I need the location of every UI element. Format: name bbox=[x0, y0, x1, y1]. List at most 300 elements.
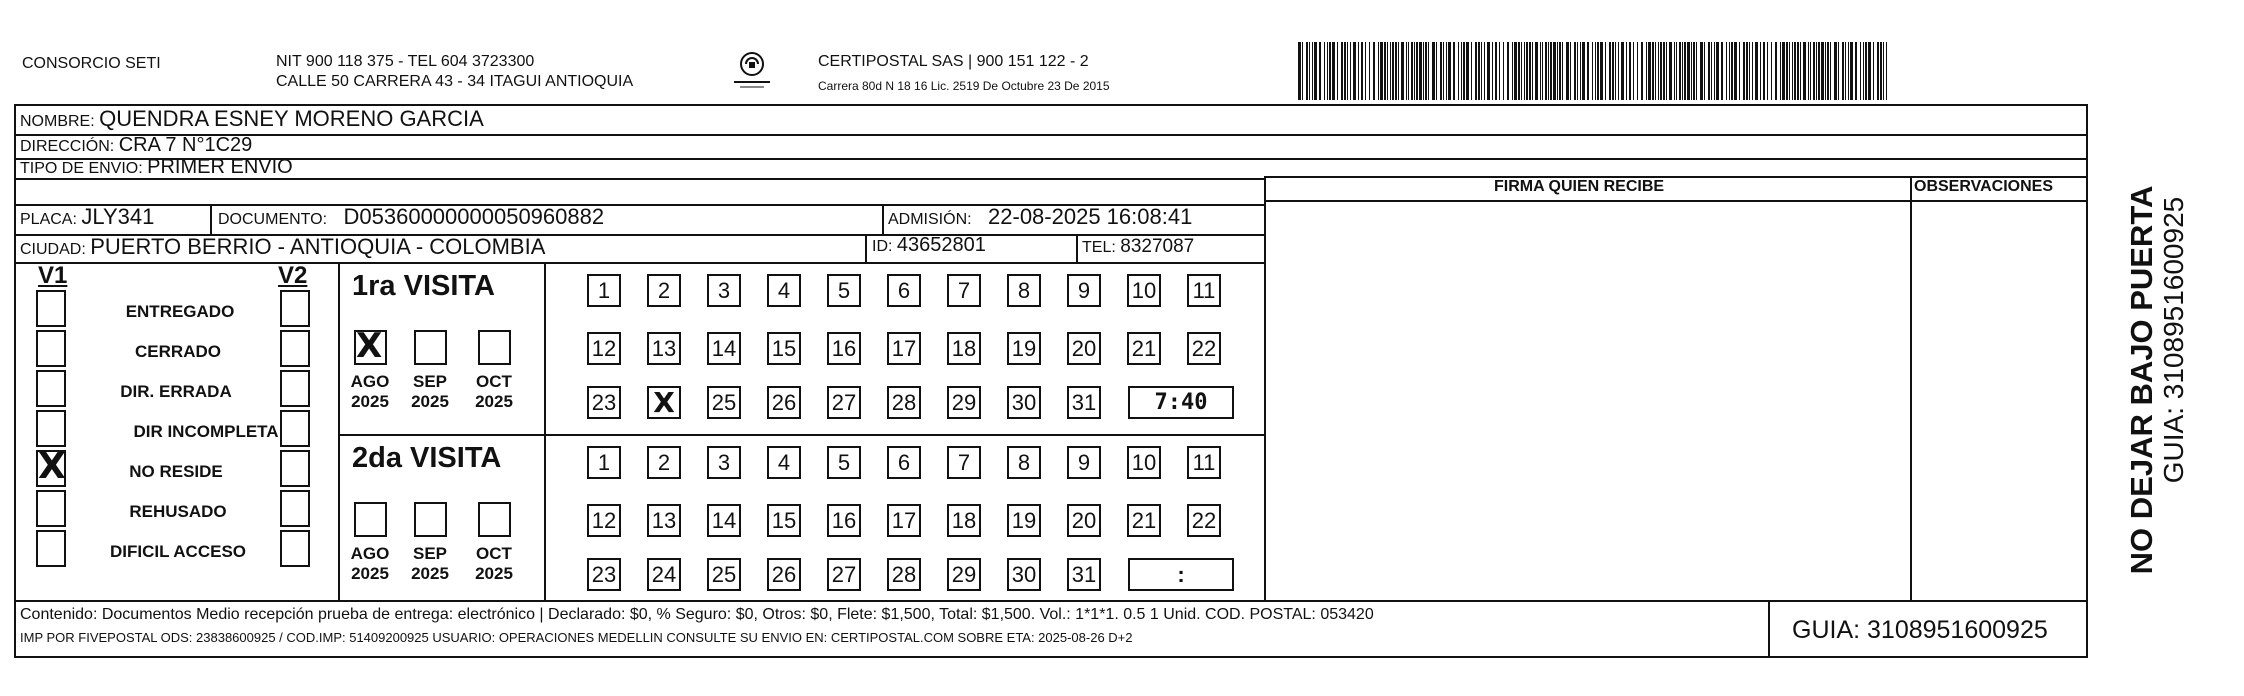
day-box[interactable]: 29 bbox=[947, 558, 981, 591]
barcode-bar bbox=[1666, 42, 1667, 100]
barcode-bar bbox=[1461, 42, 1462, 100]
day-box[interactable]: 1 bbox=[587, 274, 621, 307]
day-box[interactable]: 10 bbox=[1127, 446, 1161, 479]
month-checkbox[interactable] bbox=[478, 502, 511, 537]
barcode-bar bbox=[1687, 42, 1690, 100]
barcode-bar bbox=[1481, 42, 1482, 100]
barcode-bar bbox=[1557, 42, 1558, 100]
day-box[interactable]: 2 bbox=[647, 274, 681, 307]
barcode-bar bbox=[1566, 42, 1569, 100]
admision-row bbox=[888, 204, 1192, 230]
nombre-value: QUENDRA ESNEY MORENO GARCIA bbox=[99, 106, 484, 131]
barcode-bar bbox=[1743, 42, 1745, 100]
day-box[interactable]: 13 bbox=[647, 332, 681, 365]
barcode-bar bbox=[1524, 42, 1525, 100]
barcode-bar bbox=[1587, 42, 1589, 100]
v1-checkbox[interactable] bbox=[36, 330, 66, 367]
barcode-bar bbox=[1693, 42, 1695, 100]
barcode-bar bbox=[1721, 42, 1723, 100]
barcode-bar bbox=[1818, 42, 1820, 100]
barcode-bar bbox=[1582, 42, 1585, 100]
barcode-bar bbox=[1443, 42, 1444, 100]
direccion-row bbox=[20, 134, 252, 157]
day-box[interactable]: 2 bbox=[647, 446, 681, 479]
barcode-bar bbox=[1406, 42, 1407, 100]
day-box[interactable]: 25 bbox=[707, 386, 741, 419]
day-box[interactable]: 6 bbox=[887, 274, 921, 307]
barcode-bar bbox=[1471, 42, 1472, 100]
barcode-bar bbox=[1535, 42, 1538, 100]
placa-value: JLY341 bbox=[81, 204, 155, 229]
v1-checkbox[interactable] bbox=[36, 290, 66, 327]
barcode-bar bbox=[1518, 42, 1520, 100]
barcode-bar bbox=[1739, 42, 1740, 100]
barcode-bar bbox=[1794, 42, 1796, 100]
barcode-bar bbox=[1755, 42, 1758, 100]
barcode-bar bbox=[1570, 42, 1571, 100]
month-checkbox[interactable] bbox=[478, 330, 511, 365]
barcode-bar bbox=[1347, 42, 1348, 100]
barcode-bar bbox=[1734, 42, 1737, 100]
barcode-bar bbox=[1416, 42, 1418, 100]
v2-checkbox[interactable] bbox=[280, 450, 310, 487]
month-check-mark: X bbox=[356, 326, 383, 366]
barcode-bar bbox=[1629, 42, 1631, 100]
month-label bbox=[344, 544, 396, 584]
month-year: 2025 bbox=[411, 392, 449, 411]
v1-label: V1 bbox=[38, 262, 68, 289]
day-box[interactable]: 30 bbox=[1007, 386, 1041, 419]
v2-checkbox[interactable] bbox=[280, 290, 310, 327]
month-name: AGO bbox=[350, 372, 390, 391]
placa-label: PLACA: bbox=[20, 211, 77, 228]
barcode-bar bbox=[1605, 42, 1606, 100]
barcode-bar bbox=[1838, 42, 1839, 100]
barcode-bar bbox=[1319, 42, 1321, 100]
barcode-bar bbox=[1562, 42, 1563, 100]
contenido-line: Contenido: Documentos Medio recepción prueba de entrega: electrónico | Declarado: $0, % Seguro: $0, Otros: $0, Flete: $1,500, Total: $1,500. Vol.: 1*1*1. 0.5 1 Unid. COD. POSTAL: 053420 bbox=[20, 606, 1374, 623]
barcode-bar bbox=[1419, 42, 1422, 100]
day-box[interactable]: 12 bbox=[587, 332, 621, 365]
day-box[interactable]: 1 bbox=[587, 446, 621, 479]
barcode-bar bbox=[1615, 42, 1616, 100]
day-box[interactable]: 20 bbox=[1067, 504, 1101, 537]
day-box[interactable]: 7 bbox=[947, 446, 981, 479]
v2-checkbox[interactable] bbox=[280, 370, 310, 407]
barcode-bar bbox=[1883, 42, 1884, 100]
barcode bbox=[1298, 42, 1894, 100]
day-box[interactable]: 26 bbox=[767, 558, 801, 591]
barcode-bar bbox=[1369, 42, 1370, 100]
barcode-bar bbox=[1495, 42, 1497, 100]
day-box[interactable]: 3 bbox=[707, 274, 741, 307]
barcode-bar bbox=[1714, 42, 1715, 100]
barcode-bar bbox=[1577, 42, 1578, 100]
barcode-bar bbox=[1373, 42, 1375, 100]
barcode-bar bbox=[1877, 42, 1879, 100]
barcode-bar bbox=[1466, 42, 1469, 100]
day-box[interactable]: 30 bbox=[1007, 558, 1041, 591]
barcode-bar bbox=[1542, 42, 1543, 100]
month-checkbox[interactable] bbox=[354, 502, 387, 537]
day-box[interactable]: 23 bbox=[587, 386, 621, 419]
barcode-bar bbox=[1514, 42, 1517, 100]
month-checkbox[interactable] bbox=[414, 330, 447, 365]
barcode-bar bbox=[1845, 42, 1846, 100]
day-box[interactable]: 5 bbox=[827, 274, 861, 307]
barcode-bar bbox=[1868, 42, 1871, 100]
barcode-bar bbox=[1691, 42, 1692, 100]
barcode-bar bbox=[1314, 42, 1317, 100]
firma-label: FIRMA QUIEN RECIBE bbox=[1494, 178, 1665, 195]
day-box[interactable]: 8 bbox=[1007, 274, 1041, 307]
status-option-label: NO RESIDE bbox=[129, 462, 223, 481]
barcode-bar bbox=[1780, 42, 1781, 100]
barcode-bar bbox=[1655, 42, 1656, 100]
tipo-row bbox=[20, 156, 293, 179]
barcode-bar bbox=[1540, 42, 1541, 100]
barcode-bar bbox=[1821, 42, 1824, 100]
admision-value: 22-08-2025 16:08:41 bbox=[988, 204, 1193, 229]
barcode-bar bbox=[1834, 42, 1837, 100]
barcode-bar bbox=[1782, 42, 1785, 100]
day-box[interactable]: 19 bbox=[1007, 332, 1041, 365]
day-box[interactable]: 11 bbox=[1187, 274, 1221, 307]
barcode-bar bbox=[1350, 42, 1351, 100]
day-box[interactable]: 16 bbox=[827, 332, 861, 365]
month-name: AGO bbox=[350, 544, 390, 563]
day-box[interactable]: 18 bbox=[947, 504, 981, 537]
tipo-value: PRIMER ENVIO bbox=[147, 156, 293, 178]
barcode-bar bbox=[1797, 42, 1799, 100]
day-box[interactable]: 31 bbox=[1067, 386, 1101, 419]
tel-row bbox=[1082, 236, 1194, 258]
imp-line: IMP POR FIVEPOSTAL ODS: 23838600925 / COD.IMP: 51409200925 USUARIO: OPERACIONES MEDELLIN CONSULTE SU ENVIO EN: CERTIPOSTAL.COM SOBRE ETA: 2025-08-26 D+2 bbox=[20, 630, 1133, 645]
barcode-bar bbox=[1696, 42, 1697, 100]
barcode-bar bbox=[1559, 42, 1561, 100]
barcode-bar bbox=[1827, 42, 1829, 100]
barcode-bar bbox=[1648, 42, 1651, 100]
day-box[interactable]: 20 bbox=[1067, 332, 1101, 365]
barcode-bar bbox=[1312, 42, 1313, 100]
status-option-label: CERRADO bbox=[135, 342, 221, 361]
barcode-bar bbox=[1646, 42, 1647, 100]
barcode-bar bbox=[1763, 42, 1765, 100]
barcode-bar bbox=[1704, 42, 1705, 100]
documento-row bbox=[218, 204, 604, 230]
barcode-bar bbox=[1499, 42, 1500, 100]
barcode-bar bbox=[1309, 42, 1310, 100]
day-box[interactable] bbox=[647, 386, 681, 419]
day-box[interactable]: 5 bbox=[827, 446, 861, 479]
side-guia: GUIA: 3108951600925 bbox=[2158, 196, 2189, 484]
barcode-bar bbox=[1626, 42, 1627, 100]
day-box[interactable]: 15 bbox=[767, 504, 801, 537]
barcode-bar bbox=[1512, 42, 1513, 100]
barcode-bar bbox=[1492, 42, 1493, 100]
barcode-bar bbox=[1641, 42, 1643, 100]
day-box[interactable]: 3 bbox=[707, 446, 741, 479]
barcode-bar bbox=[1344, 42, 1346, 100]
barcode-bar bbox=[1548, 42, 1549, 100]
barcode-bar bbox=[1800, 42, 1801, 100]
barcode-bar bbox=[1553, 42, 1556, 100]
barcode-bar bbox=[1618, 42, 1619, 100]
day-box[interactable]: 7 bbox=[947, 274, 981, 307]
barcode-bar bbox=[1401, 42, 1404, 100]
barcode-bar bbox=[1708, 42, 1710, 100]
barcode-bar bbox=[1337, 42, 1338, 100]
day-box[interactable]: 27 bbox=[827, 386, 861, 419]
v1-checkbox[interactable] bbox=[36, 490, 66, 527]
barcode-bar bbox=[1792, 42, 1793, 100]
v1-checkbox[interactable] bbox=[36, 410, 66, 447]
barcode-bar bbox=[1729, 42, 1730, 100]
barcode-bar bbox=[1384, 42, 1386, 100]
v1-checkbox[interactable] bbox=[36, 370, 66, 407]
barcode-bar bbox=[1848, 42, 1849, 100]
month-year: 2025 bbox=[475, 392, 513, 411]
barcode-bar bbox=[1786, 42, 1788, 100]
nit-line: NIT 900 118 375 - TEL 604 3723300 bbox=[276, 53, 535, 70]
month-checkbox[interactable] bbox=[414, 502, 447, 537]
day-box[interactable]: 31 bbox=[1067, 558, 1101, 591]
day-check-mark: X bbox=[653, 386, 675, 419]
status-option-label: DIR INCOMPLETA bbox=[133, 422, 279, 441]
barcode-bar bbox=[1550, 42, 1552, 100]
barcode-bar bbox=[1378, 42, 1379, 100]
day-box[interactable]: 19 bbox=[1007, 504, 1041, 537]
main-frame bbox=[14, 104, 2088, 658]
barcode-bar bbox=[1503, 42, 1504, 100]
day-box[interactable]: 13 bbox=[647, 504, 681, 537]
barcode-bar bbox=[1825, 42, 1826, 100]
day-box[interactable]: 21 bbox=[1127, 332, 1161, 365]
barcode-bar bbox=[1327, 42, 1328, 100]
month-name: SEP bbox=[412, 544, 448, 563]
barcode-bar bbox=[1803, 42, 1806, 100]
barcode-bar bbox=[1726, 42, 1727, 100]
direccion-label: DIRECCIÓN: bbox=[20, 138, 115, 155]
nombre-row bbox=[20, 106, 484, 132]
v2-checkbox[interactable] bbox=[280, 530, 310, 567]
id-row bbox=[872, 234, 986, 257]
barcode-bar bbox=[1487, 42, 1490, 100]
barcode-bar bbox=[1880, 42, 1882, 100]
barcode-bar bbox=[1760, 42, 1761, 100]
day-box[interactable]: 9 bbox=[1067, 446, 1101, 479]
barcode-bar bbox=[1361, 42, 1363, 100]
placa-row bbox=[20, 204, 154, 230]
barcode-bar bbox=[1663, 42, 1665, 100]
barcode-bar bbox=[1324, 42, 1325, 100]
side-title: NO DEJAR BAJO PUERTA bbox=[2124, 185, 2159, 575]
barcode-bar bbox=[1716, 42, 1719, 100]
day-box[interactable]: 21 bbox=[1127, 504, 1161, 537]
license-line: Carrera 80d N 18 16 Lic. 2519 De Octubre 23 De 2015 bbox=[818, 79, 1110, 93]
visit-time-box[interactable]: 7:40 bbox=[1128, 386, 1234, 419]
barcode-bar bbox=[1749, 42, 1750, 100]
month-label bbox=[404, 544, 456, 584]
barcode-bar bbox=[1637, 42, 1638, 100]
footer-guia: GUIA: 3108951600925 bbox=[1792, 616, 2048, 644]
status-option-label: REHUSADO bbox=[129, 502, 227, 521]
barcode-bar bbox=[1597, 42, 1599, 100]
documento-value: D05360000000050960882 bbox=[343, 204, 605, 229]
barcode-bar bbox=[1387, 42, 1388, 100]
barcode-bar bbox=[1830, 42, 1831, 100]
barcode-bar bbox=[1423, 42, 1424, 100]
direccion-value: CRA 7 N°1C29 bbox=[118, 134, 253, 156]
day-box[interactable]: 14 bbox=[707, 504, 741, 537]
tipo-label: TIPO DE ENVIO: bbox=[20, 160, 143, 177]
ciudad-value: PUERTO BERRIO - ANTIOQUIA - COLOMBIA bbox=[90, 234, 546, 259]
day-box[interactable]: 17 bbox=[887, 504, 921, 537]
tel-label: TEL: bbox=[1082, 239, 1116, 256]
barcode-bar bbox=[1390, 42, 1391, 100]
barcode-bar bbox=[1329, 42, 1331, 100]
barcode-bar bbox=[1813, 42, 1815, 100]
month-label bbox=[468, 372, 520, 412]
barcode-bar bbox=[1484, 42, 1485, 100]
day-box[interactable]: 6 bbox=[887, 446, 921, 479]
barcode-bar bbox=[1436, 42, 1437, 100]
barcode-bar bbox=[1332, 42, 1335, 100]
barcode-bar bbox=[1592, 42, 1593, 100]
barcode-bar bbox=[1298, 42, 1301, 100]
barcode-bar bbox=[1408, 42, 1409, 100]
barcode-bar bbox=[1767, 42, 1768, 100]
barcode-bar bbox=[1365, 42, 1366, 100]
day-box[interactable]: 17 bbox=[887, 332, 921, 365]
day-box[interactable]: 9 bbox=[1067, 274, 1101, 307]
barcode-bar bbox=[1411, 42, 1413, 100]
barcode-bar bbox=[1521, 42, 1522, 100]
barcode-bar bbox=[1358, 42, 1359, 100]
barcode-bar bbox=[1532, 42, 1533, 100]
month-name: SEP bbox=[412, 372, 448, 391]
barcode-bar bbox=[1453, 42, 1455, 100]
id-label: ID: bbox=[872, 238, 893, 255]
barcode-bar bbox=[1463, 42, 1465, 100]
month-label bbox=[344, 372, 396, 412]
ciudad-label: CIUDAD: bbox=[20, 241, 86, 258]
day-box[interactable]: 24 bbox=[647, 558, 681, 591]
barcode-bar bbox=[1458, 42, 1459, 100]
company-name: CONSORCIO SETI bbox=[22, 55, 161, 72]
barcode-bar bbox=[1380, 42, 1383, 100]
barcode-bar bbox=[1679, 42, 1681, 100]
status-option-label: DIFICIL ACCESO bbox=[109, 542, 247, 561]
day-box[interactable]: 22 bbox=[1187, 504, 1221, 537]
barcode-bar bbox=[1529, 42, 1531, 100]
v2-checkbox[interactable] bbox=[280, 410, 310, 447]
certipostal-line: CERTIPOSTAL SAS | 900 151 122 - 2 bbox=[818, 53, 1089, 70]
barcode-bar bbox=[1633, 42, 1634, 100]
barcode-bar bbox=[1600, 42, 1603, 100]
barcode-bar bbox=[1746, 42, 1748, 100]
day-box[interactable]: 16 bbox=[827, 504, 861, 537]
barcode-bar bbox=[1810, 42, 1811, 100]
id-value: 43652801 bbox=[896, 234, 986, 256]
status-option-label: ENTREGADO bbox=[125, 302, 235, 321]
v2-checkbox[interactable] bbox=[280, 330, 310, 367]
barcode-bar bbox=[1526, 42, 1528, 100]
barcode-bar bbox=[1574, 42, 1576, 100]
barcode-bar bbox=[1771, 42, 1772, 100]
barcode-bar bbox=[1302, 42, 1303, 100]
status-option-label: DIR. ERRADA bbox=[120, 382, 232, 401]
day-box[interactable]: 18 bbox=[947, 332, 981, 365]
barcode-bar bbox=[1682, 42, 1683, 100]
barcode-bar bbox=[1414, 42, 1415, 100]
barcode-bar bbox=[1580, 42, 1581, 100]
v1-check-mark: X bbox=[38, 446, 66, 487]
visit-time-box[interactable]: : bbox=[1128, 558, 1234, 591]
barcode-bar bbox=[1865, 42, 1867, 100]
barcode-bar bbox=[1660, 42, 1662, 100]
day-box[interactable]: 10 bbox=[1127, 274, 1161, 307]
barcode-bar bbox=[1886, 42, 1887, 100]
barcode-bar bbox=[1855, 42, 1857, 100]
day-box[interactable]: 12 bbox=[587, 504, 621, 537]
admision-label: ADMISIÓN: bbox=[888, 211, 972, 228]
barcode-bar bbox=[1674, 42, 1675, 100]
month-label bbox=[468, 544, 520, 584]
day-box[interactable]: 28 bbox=[887, 558, 921, 591]
day-box[interactable]: 8 bbox=[1007, 446, 1041, 479]
day-box[interactable]: 11 bbox=[1187, 446, 1221, 479]
barcode-bar bbox=[1398, 42, 1399, 100]
month-year: 2025 bbox=[475, 564, 513, 583]
barcode-bar bbox=[1700, 42, 1703, 100]
day-box[interactable]: 14 bbox=[707, 332, 741, 365]
address-line: CALLE 50 CARRERA 43 - 34 ITAGUI ANTIOQUIA bbox=[276, 73, 634, 90]
v1-checkbox[interactable] bbox=[36, 530, 66, 567]
certipostal-logo bbox=[728, 50, 776, 94]
day-box[interactable]: 27 bbox=[827, 558, 861, 591]
documento-label: DOCUMENTO: bbox=[218, 211, 328, 228]
barcode-bar bbox=[1863, 42, 1864, 100]
barcode-bar bbox=[1669, 42, 1672, 100]
day-box[interactable]: 15 bbox=[767, 332, 801, 365]
day-box[interactable]: 25 bbox=[707, 558, 741, 591]
barcode-bar bbox=[1440, 42, 1442, 100]
barcode-bar bbox=[1652, 42, 1654, 100]
barcode-bar bbox=[1621, 42, 1624, 100]
day-box[interactable]: 26 bbox=[767, 386, 801, 419]
day-box[interactable]: 28 bbox=[887, 386, 921, 419]
day-box[interactable]: 4 bbox=[767, 274, 801, 307]
barcode-bar bbox=[1507, 42, 1509, 100]
v2-label: V2 bbox=[278, 262, 308, 289]
barcode-bar bbox=[1850, 42, 1853, 100]
day-box[interactable]: 29 bbox=[947, 386, 981, 419]
barcode-bar bbox=[1860, 42, 1861, 100]
barcode-bar bbox=[1428, 42, 1429, 100]
barcode-bar bbox=[1432, 42, 1435, 100]
day-box[interactable]: 4 bbox=[767, 446, 801, 479]
month-year: 2025 bbox=[411, 564, 449, 583]
barcode-bar bbox=[1684, 42, 1686, 100]
day-box[interactable]: 23 bbox=[587, 558, 621, 591]
month-label bbox=[404, 372, 456, 412]
month-year: 2025 bbox=[351, 392, 389, 411]
v2-checkbox[interactable] bbox=[280, 490, 310, 527]
month-year: 2025 bbox=[351, 564, 389, 583]
barcode-bar bbox=[1873, 42, 1874, 100]
day-box[interactable]: 22 bbox=[1187, 332, 1221, 365]
